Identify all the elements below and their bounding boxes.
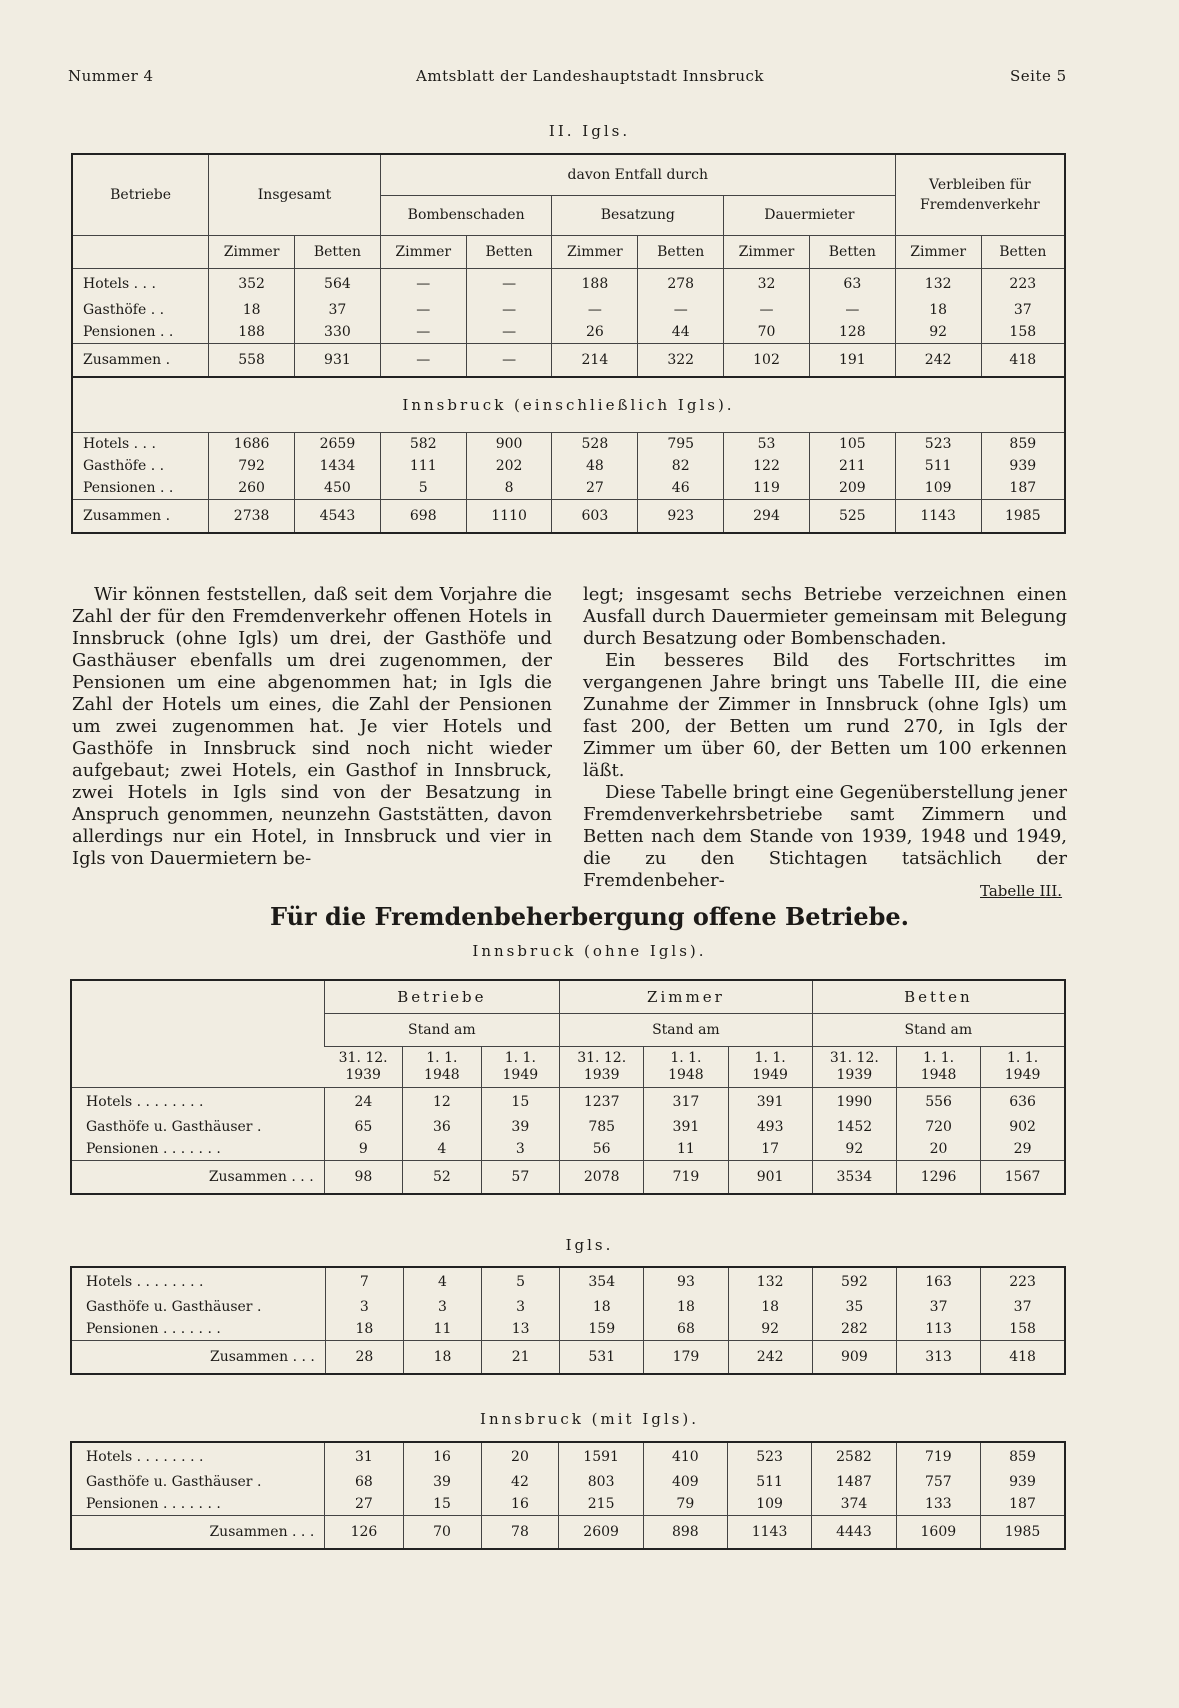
table-cell: 391 (728, 1088, 812, 1117)
table-cell: 132 (728, 1267, 812, 1296)
table-cell: 719 (896, 1442, 980, 1471)
table-cell: 5 (380, 477, 466, 500)
table-cell: 792 (209, 455, 295, 477)
paragraph-text: Wir können feststellen, daß seit dem Vorjahre die Zahl der für den Fremdenverkehr offenen Hotels in Innsbruck (ohne Igls) um drei, der Gasthöfe und Gasthäuser ebenfalls um drei zugenommen, der Pensionen um eine abgenommen hat; in Igls die Zahl der Hotels um eines, die Zahl der Pensionen um zwei zugenommen hat. Je vier Hotels und Gasthöfe in Innsbruck sind noch nicht wieder aufgebaut; zwei Hotels, ein Gasthof in Innsbruck, zwei Hotels in Igls sind von der Besatzung in Anspruch genommen, neunzehn Gaststätten, davon allerdings nur ein Hotel, in Innsbruck und vier in Igls von Dauermietern be- (72, 584, 552, 869)
table-cell: 132 (895, 269, 981, 300)
row-label: Pensionen . . . . . . . (86, 1496, 221, 1512)
table-cell: 450 (295, 477, 381, 500)
table-cell: 92 (895, 321, 981, 344)
table-innsbruck-ohne-igls (70, 979, 1066, 1195)
table-cell: 18 (325, 1318, 403, 1341)
table-cell: 901 (728, 1161, 812, 1195)
row-label: Hotels . . . (83, 276, 156, 292)
table-cell: 3534 (812, 1161, 896, 1195)
date-header: 1. 1. 1949 (981, 1047, 1065, 1088)
table-cell: 9 (324, 1138, 402, 1161)
table-cell: 70 (724, 321, 810, 344)
col-betten: Betten (638, 236, 724, 269)
table-cell: — (552, 299, 638, 321)
table-cell: 63 (809, 269, 895, 300)
table-cell: 4543 (295, 500, 381, 534)
table-cell: 18 (895, 299, 981, 321)
col-verbleiben: Verbleiben für Fremdenverkehr (895, 154, 1065, 236)
table-cell: 511 (727, 1471, 811, 1493)
table-cell: 187 (981, 477, 1065, 500)
table-cell: 3 (482, 1296, 560, 1318)
table-cell: 163 (896, 1267, 980, 1296)
table-row (71, 1138, 1065, 1161)
table-cell: 330 (295, 321, 381, 344)
table-cell: — (466, 344, 552, 378)
table-cell: 187 (981, 1493, 1065, 1516)
table-cell: 3 (403, 1296, 481, 1318)
table-cell: 859 (981, 433, 1065, 456)
table-cell: 558 (209, 344, 295, 378)
table-cell: 158 (981, 1318, 1065, 1341)
table-subtitle: Igls. (565, 1236, 614, 1254)
table-cell: 78 (481, 1516, 559, 1550)
innsbruck-heading: Innsbruck (einschließlich Igls). (72, 377, 1065, 433)
table-cell: 29 (981, 1138, 1065, 1161)
table-cell: 603 (552, 500, 638, 534)
table-cell: 294 (724, 500, 810, 534)
col-betriebe: Betriebe (110, 187, 172, 203)
stand-label: Stand am (560, 1014, 813, 1047)
col-betten: Betten (809, 236, 895, 269)
table-row (71, 1442, 1065, 1471)
row-label: Pensionen . . (83, 324, 174, 340)
table-row (71, 1493, 1065, 1516)
table-cell: 409 (643, 1471, 727, 1493)
stand-label: Stand am (324, 1014, 559, 1047)
paragraph-left (72, 584, 552, 870)
table-cell: 15 (403, 1493, 481, 1516)
table-cell: 2659 (295, 433, 381, 456)
table-cell: 278 (638, 269, 724, 300)
row-label: Zusammen . (83, 508, 171, 524)
table-cell: 757 (896, 1471, 980, 1493)
date-header: 31. 12. 1939 (338, 1050, 388, 1083)
table-cell: 209 (809, 477, 895, 500)
table-cell: 909 (812, 1341, 896, 1375)
col-besatzung: Besatzung (552, 195, 724, 236)
table-cell: 418 (981, 1341, 1065, 1375)
table-cell: 636 (981, 1088, 1065, 1117)
table-cell: 24 (324, 1088, 402, 1117)
table-cell: 418 (981, 344, 1065, 378)
table-cell: 3 (481, 1138, 559, 1161)
table-cell: 92 (812, 1138, 896, 1161)
total-row (72, 344, 1065, 378)
table-cell: 16 (481, 1493, 559, 1516)
table-cell: 214 (552, 344, 638, 378)
table-cell: 282 (812, 1318, 896, 1341)
table-cell: 317 (644, 1088, 728, 1117)
table-cell: 39 (403, 1471, 481, 1493)
table-cell: 3 (325, 1296, 403, 1318)
table-cell: 223 (981, 269, 1065, 300)
journal-title: Amtsblatt der Landeshauptstadt Innsbruck (416, 67, 764, 85)
table-cell: 27 (552, 477, 638, 500)
table-cell: 523 (895, 433, 981, 456)
table-cell: 57 (481, 1161, 559, 1195)
table-igls (70, 1266, 1066, 1375)
table-cell: 1985 (981, 1516, 1065, 1550)
table-cell: — (466, 321, 552, 344)
table-cell: 242 (895, 344, 981, 378)
table-title: Für die Fremdenbeherbergung offene Betriebe. (269, 902, 910, 931)
table-cell: 126 (325, 1516, 403, 1550)
group-betriebe: Betriebe (324, 980, 559, 1014)
table-cell: 191 (809, 344, 895, 378)
table-row (71, 1318, 1065, 1341)
table-cell: 35 (812, 1296, 896, 1318)
table-cell: 119 (724, 477, 810, 500)
table-cell: 523 (727, 1442, 811, 1471)
table-cell: 391 (644, 1116, 728, 1138)
table-cell: 52 (403, 1161, 481, 1195)
table-cell: 79 (643, 1493, 727, 1516)
col-bomben: Bombenschaden (380, 195, 552, 236)
table-cell: — (380, 344, 466, 378)
total-row (72, 500, 1065, 534)
table-cell: 68 (325, 1471, 403, 1493)
table-cell: 18 (728, 1296, 812, 1318)
row-label: Gasthöfe u. Gasthäuser . (86, 1299, 262, 1315)
table-row (71, 1267, 1065, 1296)
table-label: Tabelle III. (980, 882, 1063, 900)
col-davon: davon Entfall durch (380, 154, 895, 195)
table-cell: 113 (896, 1318, 980, 1341)
table-cell: 109 (727, 1493, 811, 1516)
paragraph-text: Diese Tabelle bringt eine Gegenüberstellung jener Fremdenverkehrsbetriebe samt Zimmern und Betten nach dem Stande von 1939, 1948 und 1949, die zu den Stichtagen tatsächlich der Fremdenbeher- (583, 782, 1067, 891)
table-cell: 720 (896, 1116, 980, 1138)
group-betten: Betten (812, 980, 1065, 1014)
total-row (71, 1161, 1065, 1195)
table-cell: 1487 (812, 1471, 896, 1493)
row-label: Gasthöfe . . (83, 458, 165, 474)
table-cell: 939 (981, 1471, 1065, 1493)
table-cell: 493 (728, 1116, 812, 1138)
table-cell: 4 (403, 1267, 481, 1296)
table-cell: 352 (209, 269, 295, 300)
table-cell: 859 (981, 1442, 1065, 1471)
table-cell: 70 (403, 1516, 481, 1550)
table-cell: 17 (728, 1138, 812, 1161)
table-cell: 511 (895, 455, 981, 477)
table-cell: 525 (809, 500, 895, 534)
table-cell: 939 (981, 455, 1065, 477)
table-cell: — (380, 269, 466, 300)
table-cell: 592 (812, 1267, 896, 1296)
col-zimmer: Zimmer (209, 236, 295, 269)
table-cell: 354 (560, 1267, 644, 1296)
table-cell: 128 (809, 321, 895, 344)
table-cell: — (380, 299, 466, 321)
table-cell: 36 (403, 1116, 481, 1138)
table-row (72, 455, 1065, 477)
table-cell: 923 (638, 500, 724, 534)
table-cell: — (466, 299, 552, 321)
table-igls-innsbruck (71, 153, 1066, 534)
table-cell: 158 (981, 321, 1065, 344)
row-label: Hotels . . . (83, 436, 156, 452)
table-cell: 159 (560, 1318, 644, 1341)
table-cell: 1237 (560, 1088, 644, 1117)
table-cell: — (380, 321, 466, 344)
table-row (71, 1471, 1065, 1493)
table-cell: 48 (552, 455, 638, 477)
table-row (72, 321, 1065, 344)
table-cell: 18 (644, 1296, 728, 1318)
col-zimmer: Zimmer (380, 236, 466, 269)
table-cell: 1591 (559, 1442, 643, 1471)
table-cell: 260 (209, 477, 295, 500)
table-cell: 27 (325, 1493, 403, 1516)
row-label: Hotels . . . . . . . . (86, 1449, 204, 1465)
table-cell: 900 (466, 433, 552, 456)
total-row (71, 1341, 1065, 1375)
table-cell: 82 (638, 455, 724, 477)
table-cell: 785 (560, 1116, 644, 1138)
table-cell: 13 (482, 1318, 560, 1341)
table-cell: 528 (552, 433, 638, 456)
table-cell: 2582 (812, 1442, 896, 1471)
table-cell: 18 (560, 1296, 644, 1318)
table-cell: 122 (724, 455, 810, 477)
table-cell: 564 (295, 269, 381, 300)
stand-label: Stand am (812, 1014, 1065, 1047)
paragraph-text: legt; insgesamt sechs Betriebe verzeichnen einen Ausfall durch Dauermieter gemeinsam mit Belegung durch Besatzung oder Bombenschaden. (583, 584, 1067, 649)
table-cell: 92 (728, 1318, 812, 1341)
table-cell: 2078 (560, 1161, 644, 1195)
table-cell: 898 (643, 1516, 727, 1550)
table-cell: 37 (295, 299, 381, 321)
table-cell: 531 (560, 1341, 644, 1375)
total-row (71, 1516, 1065, 1550)
table-cell: 795 (638, 433, 724, 456)
table-cell: 11 (644, 1138, 728, 1161)
table-cell: 556 (896, 1088, 980, 1117)
table-cell: 98 (324, 1161, 402, 1195)
table-cell: 26 (552, 321, 638, 344)
date-header: 1. 1. 1948 (896, 1047, 980, 1088)
page-number-label: Nummer 4 (68, 67, 154, 85)
row-label: Hotels . . . . . . . . (86, 1094, 204, 1110)
date-header: 31. 12. 1939 (560, 1047, 644, 1088)
table-cell: 20 (481, 1442, 559, 1471)
table-row (71, 1116, 1065, 1138)
table-cell: 322 (638, 344, 724, 378)
table-cell: 1452 (812, 1116, 896, 1138)
table-row (71, 1088, 1065, 1117)
col-betten: Betten (981, 236, 1065, 269)
table-cell: 2609 (559, 1516, 643, 1550)
table-cell: — (809, 299, 895, 321)
row-label: Hotels . . . . . . . . (86, 1274, 204, 1290)
table-cell: 215 (559, 1493, 643, 1516)
row-label: Zusammen . . . (208, 1169, 314, 1185)
date-header: 1. 1. 1949 (481, 1047, 559, 1088)
table-cell: 56 (560, 1138, 644, 1161)
table-cell: 4443 (812, 1516, 896, 1550)
row-label: Gasthöfe . . (83, 302, 165, 318)
table-cell: 902 (981, 1116, 1065, 1138)
col-dauermieter: Dauermieter (724, 195, 896, 236)
table-cell: 68 (644, 1318, 728, 1341)
table-cell: 211 (809, 455, 895, 477)
table-cell: 803 (559, 1471, 643, 1493)
col-zimmer: Zimmer (552, 236, 638, 269)
table-cell: 37 (981, 299, 1065, 321)
page-label: Seite 5 (1010, 67, 1067, 85)
table-cell: 313 (896, 1341, 980, 1375)
table-cell: 1434 (295, 455, 381, 477)
table-cell: 1990 (812, 1088, 896, 1117)
col-zimmer: Zimmer (895, 236, 981, 269)
table-cell: 582 (380, 433, 466, 456)
table-innsbruck-mit-igls (70, 1441, 1066, 1550)
table-cell: 32 (724, 269, 810, 300)
group-zimmer: Zimmer (560, 980, 813, 1014)
table-cell: 2738 (209, 500, 295, 534)
table-cell: 102 (724, 344, 810, 378)
table-cell: 15 (481, 1088, 559, 1117)
table-cell: 65 (324, 1116, 402, 1138)
table-cell: 1609 (896, 1516, 980, 1550)
table-cell: 1296 (896, 1161, 980, 1195)
table-cell: 242 (728, 1341, 812, 1375)
row-label: Pensionen . . (83, 480, 174, 496)
col-betten: Betten (466, 236, 552, 269)
table-subtitle: Innsbruck (mit Igls). (480, 1410, 699, 1428)
table-cell: — (638, 299, 724, 321)
table-cell: 53 (724, 433, 810, 456)
row-label: Gasthöfe u. Gasthäuser . (86, 1119, 262, 1135)
table-cell: 4 (403, 1138, 481, 1161)
table-cell: 31 (325, 1442, 403, 1471)
table-cell: 39 (481, 1116, 559, 1138)
date-header: 1. 1. 1948 (644, 1047, 728, 1088)
table-cell: 93 (644, 1267, 728, 1296)
table-cell: 111 (380, 455, 466, 477)
table-cell: 11 (403, 1318, 481, 1341)
table-row (72, 477, 1065, 500)
col-betten: Betten (295, 236, 381, 269)
table-cell: 931 (295, 344, 381, 378)
table-cell: 18 (209, 299, 295, 321)
section-title: II. Igls. (548, 122, 631, 140)
table-cell: 719 (644, 1161, 728, 1195)
table-cell: 7 (325, 1267, 403, 1296)
row-label: Gasthöfe u. Gasthäuser . (86, 1474, 262, 1490)
table-cell: 12 (403, 1088, 481, 1117)
table-cell: 1143 (727, 1516, 811, 1550)
table-cell: 21 (482, 1341, 560, 1375)
table-cell: 133 (896, 1493, 980, 1516)
table-cell: 42 (481, 1471, 559, 1493)
col-insgesamt: Insgesamt (209, 154, 381, 236)
paragraph-text: Ein besseres Bild des Fortschrittes im vergangenen Jahre bringt uns Tabelle III, die eine Zunahme der Zimmer in Innsbruck (ohne Igls) um fast 200, der Betten um rund 270, in Igls der Zimmer um über 60, der Betten um 100 erkennen läßt. (583, 650, 1067, 781)
table-cell: 18 (403, 1341, 481, 1375)
table-subtitle: Innsbruck (ohne Igls). (472, 942, 707, 960)
table-cell: 105 (809, 433, 895, 456)
table-row (72, 269, 1065, 300)
row-label: Zusammen . . . (209, 1524, 315, 1540)
table-cell: 46 (638, 477, 724, 500)
table-cell: 28 (325, 1341, 403, 1375)
date-header: 1. 1. 1948 (403, 1047, 481, 1088)
table-cell: 202 (466, 455, 552, 477)
row-label: Zusammen . . . (209, 1349, 315, 1365)
table-cell: 188 (209, 321, 295, 344)
table-cell: — (466, 269, 552, 300)
table-cell: 188 (552, 269, 638, 300)
table-cell: 1985 (981, 500, 1065, 534)
table-cell: 109 (895, 477, 981, 500)
paragraph-right (583, 584, 1067, 892)
table-cell: 16 (403, 1442, 481, 1471)
table-cell: 1110 (466, 500, 552, 534)
table-cell: 37 (896, 1296, 980, 1318)
col-zimmer: Zimmer (724, 236, 810, 269)
table-cell: 20 (896, 1138, 980, 1161)
table-cell: 37 (981, 1296, 1065, 1318)
row-label: Pensionen . . . . . . . (86, 1321, 221, 1337)
date-header: 31. 12. 1939 (812, 1047, 896, 1088)
table-row (72, 433, 1065, 456)
table-cell: 1567 (981, 1161, 1065, 1195)
date-header: 1. 1. 1949 (728, 1047, 812, 1088)
table-cell: 1143 (895, 500, 981, 534)
table-row (72, 299, 1065, 321)
row-label: Pensionen . . . . . . . (86, 1141, 221, 1157)
row-label: Zusammen . (83, 352, 171, 368)
table-cell: 5 (482, 1267, 560, 1296)
table-cell: 1686 (209, 433, 295, 456)
table-cell: 179 (644, 1341, 728, 1375)
table-cell: 44 (638, 321, 724, 344)
table-row (71, 1296, 1065, 1318)
table-cell: — (724, 299, 810, 321)
table-cell: 223 (981, 1267, 1065, 1296)
table-cell: 8 (466, 477, 552, 500)
table-cell: 374 (812, 1493, 896, 1516)
table-cell: 698 (380, 500, 466, 534)
table-cell: 410 (643, 1442, 727, 1471)
